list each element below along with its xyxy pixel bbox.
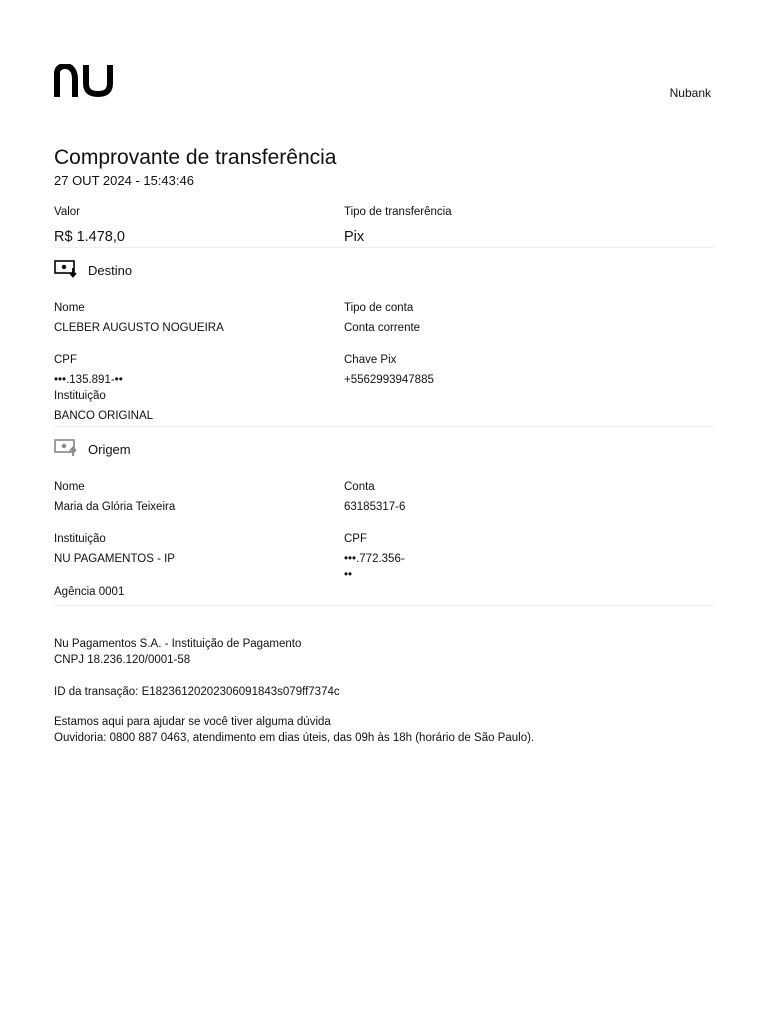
divider — [54, 247, 714, 248]
origem-conta-label: Conta — [344, 481, 375, 493]
transfer-out-icon — [54, 439, 78, 457]
destino-chave-pix-label: Chave Pix — [344, 354, 397, 366]
origem-nome-value: Maria da Glória Teixeira — [54, 501, 176, 513]
destino-instituicao-value: BANCO ORIGINAL — [54, 410, 154, 422]
footer-ouvidoria: Ouvidoria: 0800 887 0463, atendimento em dias úteis, das 09h às 18h (horário de São Paulo). — [54, 732, 535, 744]
valor-label: Valor — [54, 206, 80, 218]
footer-company: Nu Pagamentos S.A. - Instituição de Pagamento — [54, 638, 302, 650]
origem-cpf-value: •••.772.356- — [344, 553, 405, 565]
tipo-transferencia-value: Pix — [344, 229, 365, 245]
valor-value: R$ 1.478,0 — [54, 229, 125, 245]
page-title: Comprovante de transferência — [54, 146, 337, 169]
destino-tipo-conta-label: Tipo de conta — [344, 302, 414, 314]
origem-instituicao-value: NU PAGAMENTOS - IP — [54, 553, 175, 565]
transaction-id: ID da transação: E18236120202306091843s079ff7374c — [54, 686, 340, 698]
destino-nome-value: CLEBER AUGUSTO NOGUEIRA — [54, 322, 224, 334]
divider — [54, 426, 714, 427]
tipo-transferencia-label: Tipo de transferência — [344, 206, 452, 218]
footer-help: Estamos aqui para ajudar se você tiver alguma dúvida — [54, 716, 331, 728]
origem-section-title: Origem — [88, 442, 131, 457]
destino-instituicao-label: Instituição — [54, 390, 106, 402]
brand-name: Nubank — [669, 86, 711, 100]
destino-tipo-conta-value: Conta corrente — [344, 322, 421, 334]
footer-cnpj: CNPJ 18.236.120/0001-58 — [54, 654, 191, 666]
origem-instituicao-label: Instituição — [54, 533, 106, 545]
destino-nome-label: Nome — [54, 302, 85, 314]
transfer-datetime: 27 OUT 2024 - 15:43:46 — [54, 173, 194, 188]
origem-conta-value: 63185317-6 — [344, 501, 406, 513]
transfer-in-icon — [54, 260, 78, 278]
destino-cpf-value: •••.135.891-•• — [54, 374, 123, 386]
divider — [54, 605, 714, 606]
origem-cpf-value-cont: •• — [344, 569, 353, 581]
destino-chave-pix-value: +5562993947885 — [344, 374, 434, 386]
destino-section-title: Destino — [88, 263, 133, 278]
origem-nome-label: Nome — [54, 481, 85, 493]
destino-cpf-label: CPF — [54, 354, 77, 366]
origem-cpf-label: CPF — [344, 533, 367, 545]
origem-agencia: Agência 0001 — [54, 586, 125, 598]
